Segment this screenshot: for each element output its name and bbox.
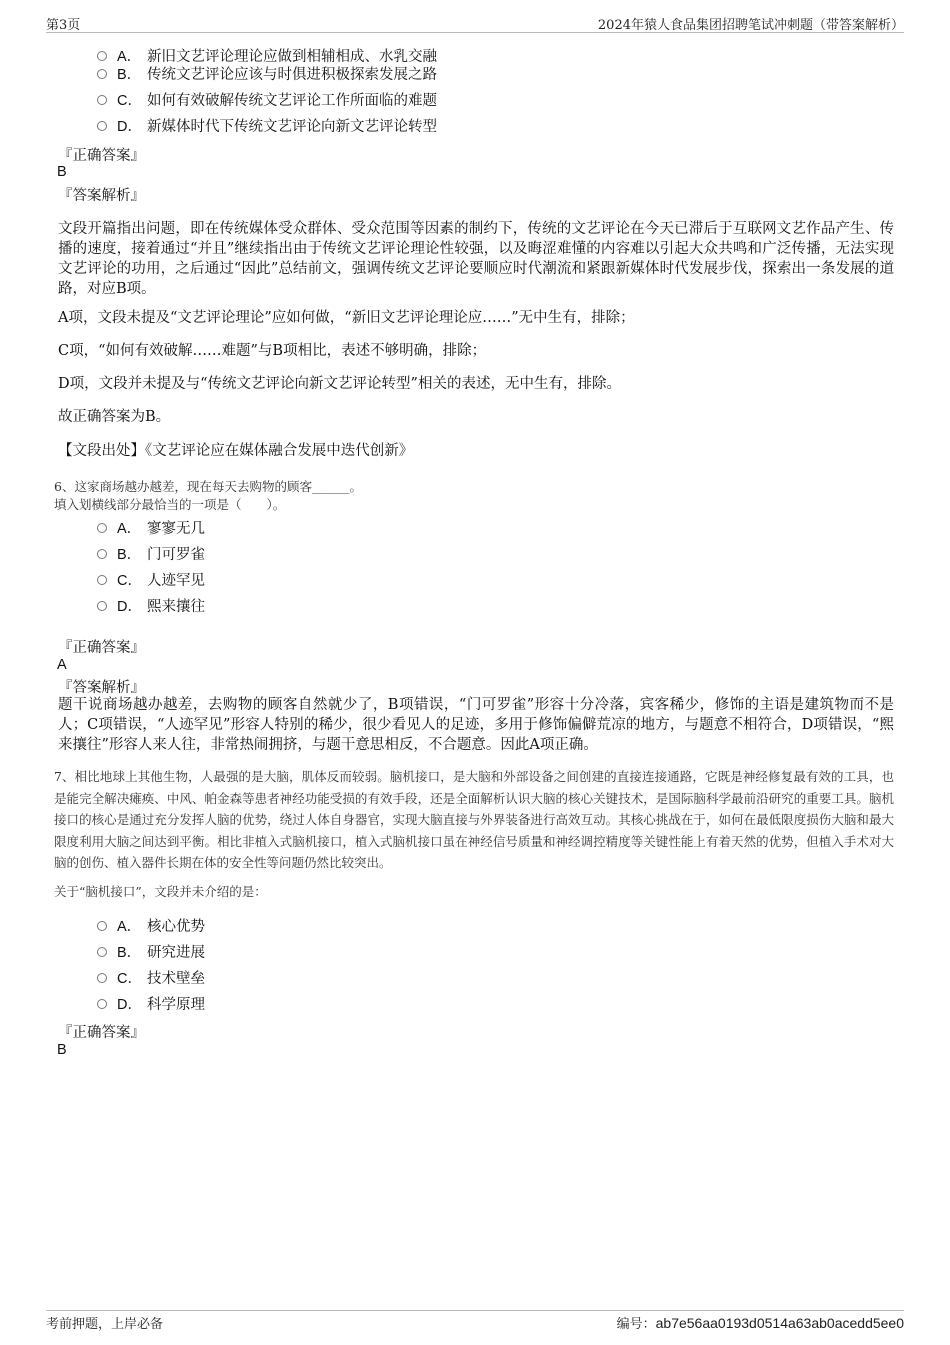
q5-analysis-line-c: C项，“如何有效破解……难题”与B项相比，表述不够明确，排除； [58,343,487,359]
q7-option-b[interactable]: B． 研究进展 [97,942,205,964]
q6-answer-label: 『正确答案』 [58,640,145,656]
header-divider [46,32,904,33]
q5-answer-label: 『正确答案』 [58,148,145,164]
document-title: 2024年猿人食品集团招聘笔试冲刺题（带答案解析） [597,18,904,33]
q5-option-d[interactable]: D． 新媒体时代下传统文艺评论向新文艺评论转型 [97,116,437,138]
q6-instruction: 填入划横线部分最恰当的一项是（ ）。 [54,497,286,512]
q5-source: 【文段出处】《文艺评论应在媒体融合发展中迭代创新》 [58,443,414,459]
radio-icon[interactable] [97,921,107,931]
radio-icon[interactable] [97,51,107,61]
q5-conclusion: 故正确答案为B。 [58,409,171,425]
q7-option-c[interactable]: C． 技术壁垒 [97,968,205,990]
q5-analysis-label: 『答案解析』 [58,188,145,204]
q5-analysis-line-a: A项，文段未提及“文艺评论理论”应如何做，“新旧文艺评论理论应……”无中生有，排除； [58,310,635,326]
radio-icon[interactable] [97,69,107,79]
q5-option-c[interactable]: C． 如何有效破解传统文艺评论工作所面临的难题 [97,90,437,112]
radio-icon[interactable] [97,973,107,983]
q6-option-b[interactable]: B． 门可罗雀 [97,544,205,566]
radio-icon[interactable] [97,999,107,1009]
radio-icon[interactable] [97,523,107,533]
page-number: 第3页 [46,18,81,33]
radio-icon[interactable] [97,95,107,105]
q7-question: 关于“脑机接口”，文段并未介绍的是： [54,884,267,899]
footer-slogan: 考前押题，上岸必备 [46,1317,164,1332]
radio-icon[interactable] [97,121,107,131]
q7-answer: B [57,1042,67,1058]
document-code: 编号：ab7e56aa0193d0514a63ab0acedd5ee0 [616,1315,904,1332]
q6-analysis-label: 『答案解析』 [58,680,145,696]
q7-answer-label: 『正确答案』 [58,1025,145,1041]
q7-option-d[interactable]: D． 科学原理 [97,994,205,1016]
q5-analysis-text: 文段开篇指出问题，即在传统媒体受众群体、受众范围等因素的制约下，传统的文艺评论在今天已滞后于互联网文艺作品产生、传播的速度，接着通过“并且”继续指出由于传统文艺评论理论性较强，以及晦涩难懂的内容难以引起大众共鸣和广泛传播，无法实现文艺评论的功用，之后通过“因此”总结前文，强调传统文艺评论要顺应时代潮流和紧跟新媒体时代发展步伐，探索出一条发展的道路，对应B项。 [58,221,894,297]
q6-answer: A [57,657,67,673]
q7-option-a[interactable]: A． 核心优势 [97,916,205,938]
q6-option-a[interactable]: A． 寥寥无几 [97,518,205,540]
q7-stem: 7、相比地球上其他生物，人最强的是大脑，肌体反而较弱。脑机接口，是大脑和外部设备之间创建的直接连接通路，它既是神经修复最有效的工具，也是能完全解决瘫痪、中风、帕金森等患者神经功能受损的有效手段，还是全面解析认识大脑的核心关键技术，是国际脑科学最前沿研究的重要工具。脑机接口的核心是通过充分发挥人脑的优势，绕过人体自身器官，实现大脑直接与外界装备进行高效互动。其核心挑战在于，如何在最低限度损伤大脑和最大限度利用大脑之间达到平衡。相比非植入式脑机接口，植入式脑机接口虽在神经信号质量和神经调控精度等关键性能上有着天然的优势，但植入手术对大脑的创伤、植入器件长期在体的安全性等问题仍然比较突出。 [54,769,894,870]
q6-analysis-text: 题干说商场越办越差，去购物的顾客自然就少了，B项错误，“门可罗雀”形容十分冷落，宾客稀少，修饰的主语是建筑物而不是人；C项错误，“人迹罕见”形容人特别的稀少，很少看见人的足迹，多用于修饰偏僻荒凉的地方，与题意不相符合，D项错误，“熙来攘往”形容人来人往，非常热闹拥挤，与题干意思相反，不合题意。因此A项正确。 [58,697,894,753]
q6-option-d[interactable]: D． 熙来攘往 [97,596,205,618]
q6-option-c[interactable]: C． 人迹罕见 [97,570,205,592]
page-footer [46,1313,904,1331]
radio-icon[interactable] [97,549,107,559]
q5-answer: B [57,164,67,180]
q5-analysis-line-d: D项，文段并未提及与“传统文艺评论向新文艺评论转型”相关的表述，无中生有，排除。 [58,376,621,392]
q6-stem: 6、这家商场越办越差，现在每天去购物的顾客______。 [54,479,362,494]
radio-icon[interactable] [97,601,107,611]
radio-icon[interactable] [97,947,107,957]
page-header [46,14,904,32]
radio-icon[interactable] [97,575,107,585]
footer-divider [46,1310,904,1311]
q5-option-b[interactable]: B． 传统文艺评论应该与时俱进积极探索发展之路 [97,64,437,86]
q5-option-a[interactable]: A． 新旧文艺评论理论应做到相辅相成、水乳交融 [97,46,437,68]
